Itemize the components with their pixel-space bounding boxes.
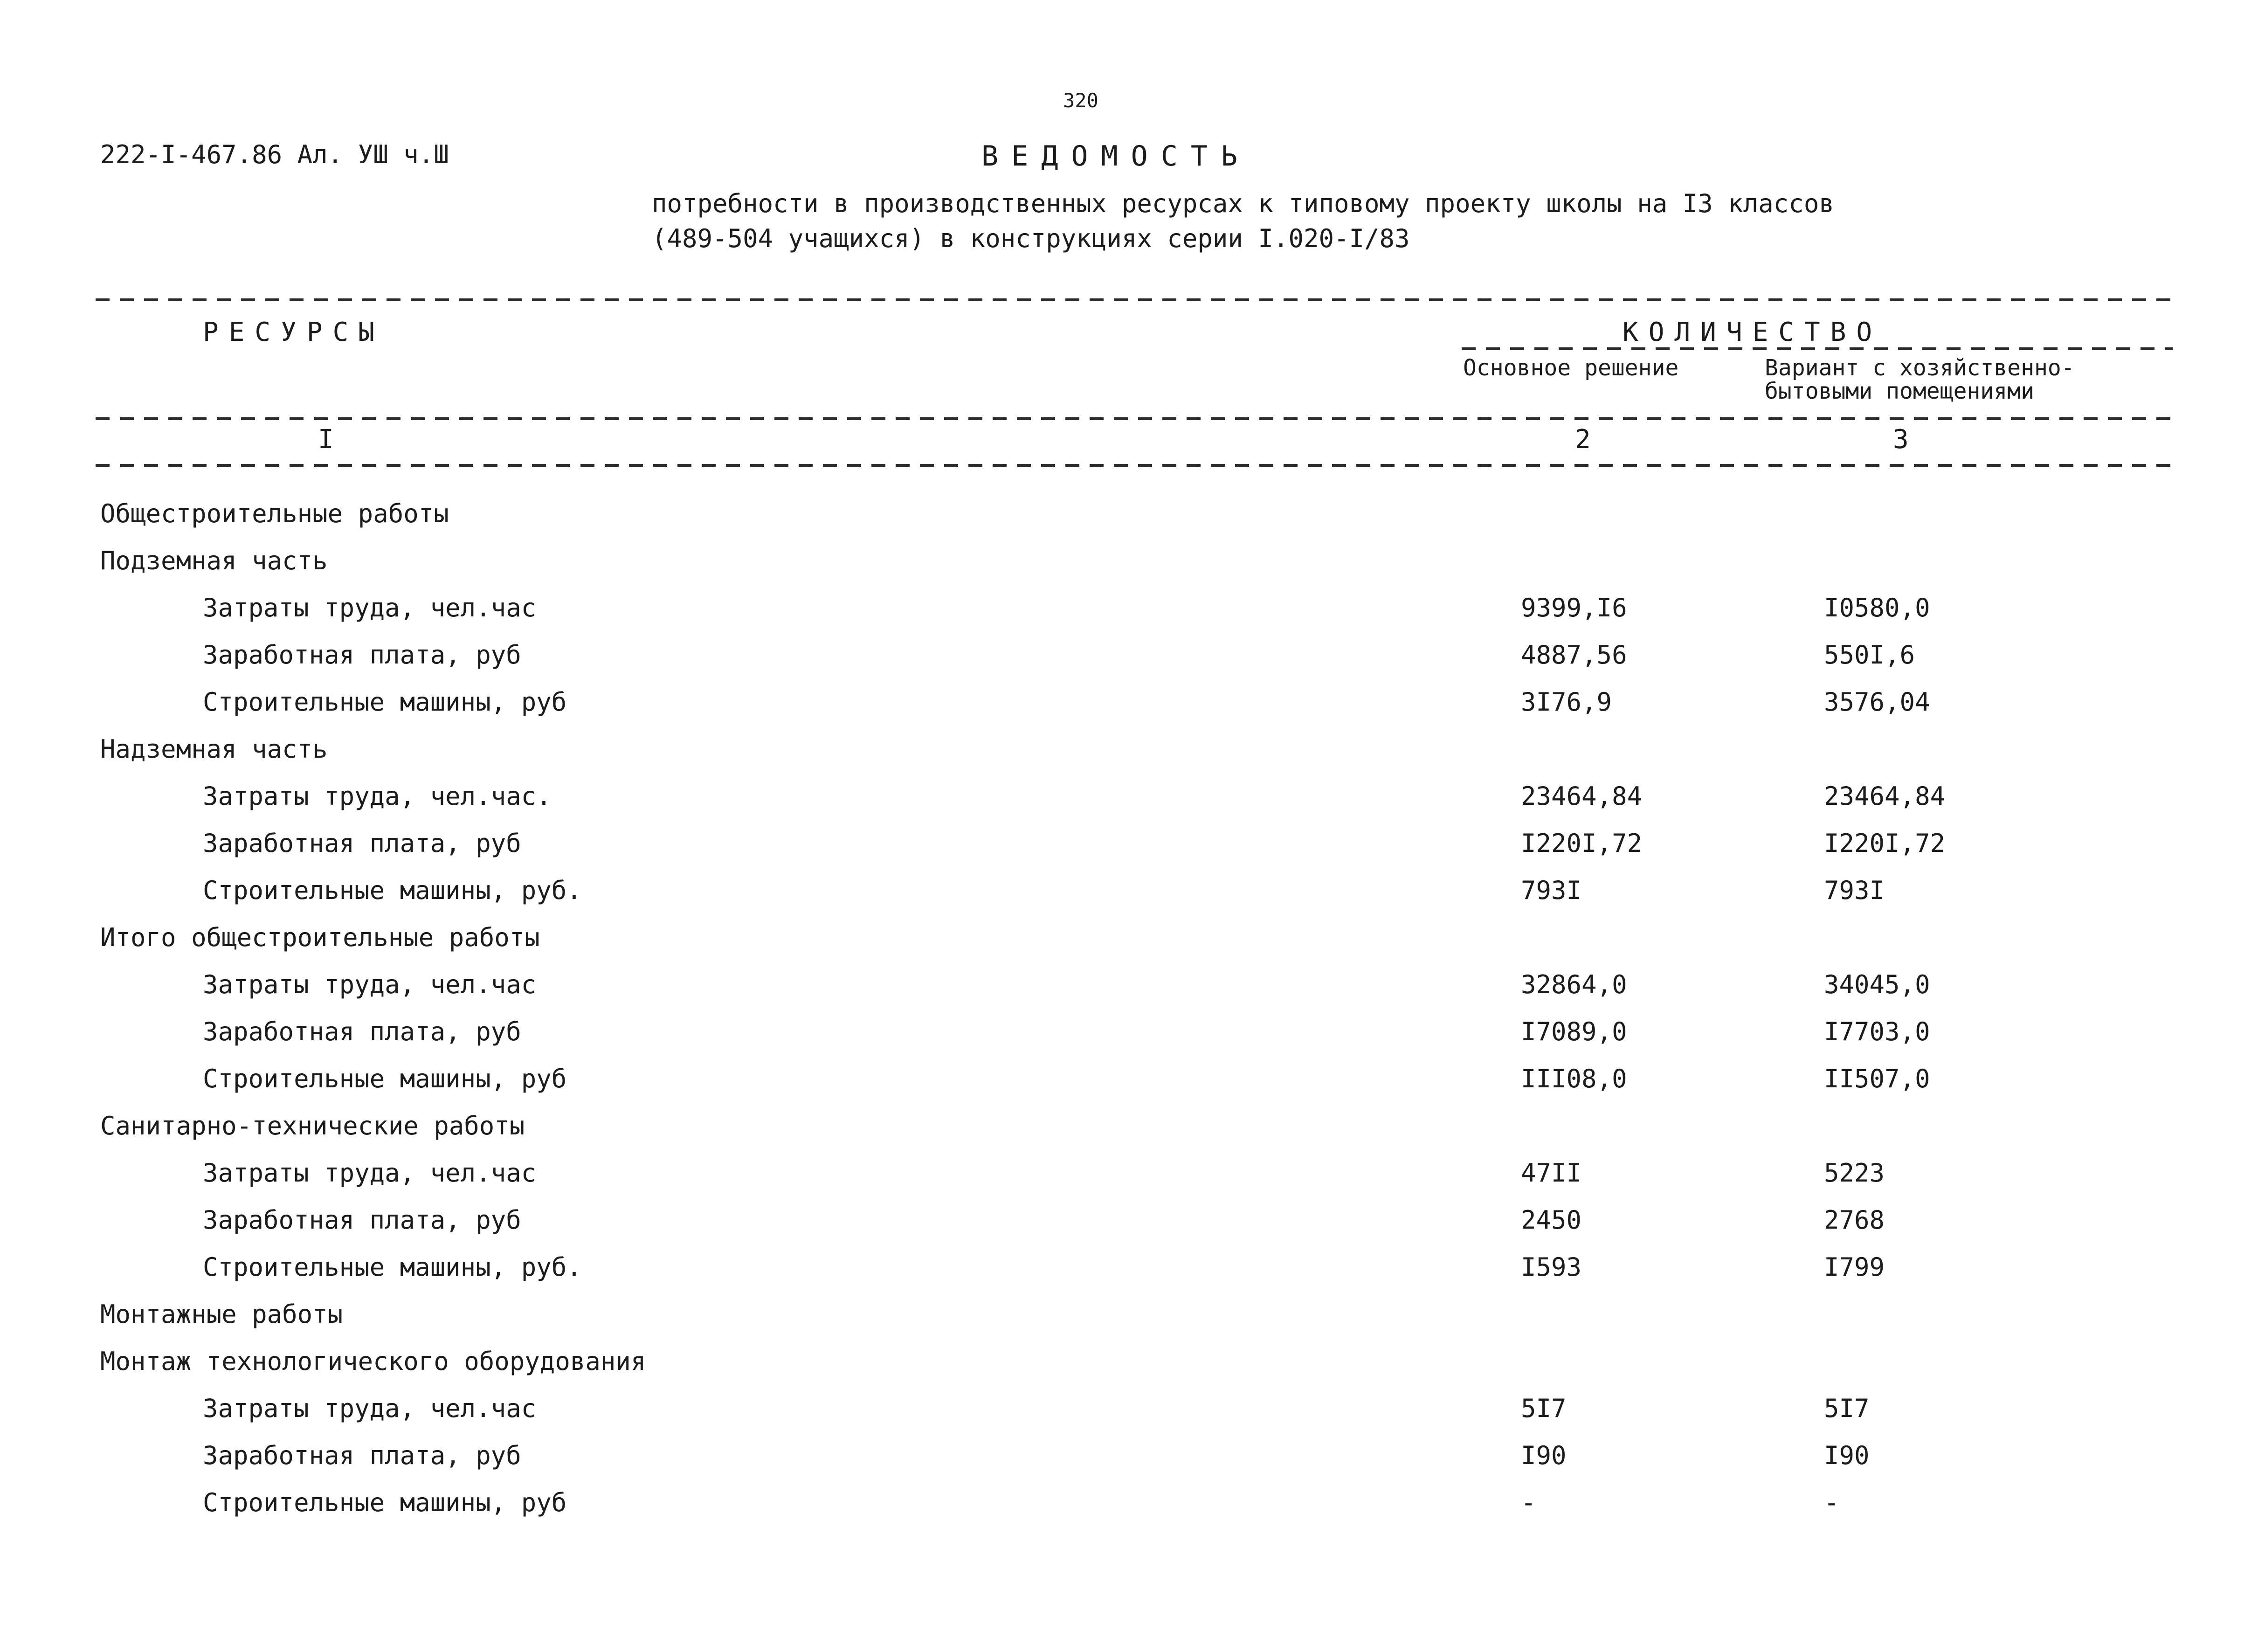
section-label: Надземная часть <box>100 734 328 764</box>
table-row <box>0 829 2258 875</box>
resource-label: Затраты труда, чел.час. <box>203 781 552 811</box>
section-row <box>0 734 2258 781</box>
resource-label: Заработная плата, руб <box>203 640 521 670</box>
header-resources: РЕСУРСЫ <box>203 317 385 347</box>
value-main-solution: 5I7 <box>1521 1394 1567 1423</box>
table-row <box>0 970 2258 1016</box>
value-variant: 23464,84 <box>1824 781 1946 811</box>
table-rule-numbers-bottom <box>96 464 2173 467</box>
header-quantity: КОЛИЧЕСТВО <box>1623 317 1883 347</box>
column-number-3: 3 <box>1893 424 1909 455</box>
value-variant: 5I7 <box>1824 1394 1870 1423</box>
value-main-solution: 9399,I6 <box>1521 593 1627 622</box>
table-row <box>0 1064 2258 1111</box>
section-row <box>0 546 2258 593</box>
header-col3-line2: бытовыми помещениями <box>1765 378 2034 404</box>
section-row <box>0 923 2258 969</box>
page-number: 320 <box>1063 89 1098 112</box>
value-variant: - <box>1824 1488 1839 1517</box>
value-variant: 2768 <box>1824 1205 1885 1235</box>
value-variant: 3576,04 <box>1824 687 1930 717</box>
value-main-solution: 3I76,9 <box>1521 687 1612 717</box>
value-variant: 34045,0 <box>1824 970 1930 999</box>
value-main-solution: 32864,0 <box>1521 970 1627 999</box>
value-variant: I7703,0 <box>1824 1017 1930 1046</box>
section-label: Санитарно-технические работы <box>100 1111 525 1141</box>
table-row <box>0 1394 2258 1440</box>
resource-label: Затраты труда, чел.час <box>203 1158 537 1188</box>
column-number-1: I <box>318 424 334 455</box>
resource-label: Затраты труда, чел.час <box>203 1394 537 1423</box>
value-main-solution: 4887,56 <box>1521 640 1627 670</box>
table-row <box>0 1488 2258 1534</box>
value-variant: 793I <box>1824 876 1885 905</box>
resource-label: Заработная плата, руб <box>203 1441 521 1470</box>
table-row <box>0 1205 2258 1252</box>
table-rule-top <box>96 298 2173 301</box>
header-col3-line1: Вариант с хозяйственно- <box>1765 355 2075 381</box>
value-variant: I220I,72 <box>1824 829 1946 858</box>
table-row <box>0 593 2258 640</box>
value-main-solution: 793I <box>1521 876 1582 905</box>
section-label: Общестроительные работы <box>100 499 449 528</box>
resource-label: Заработная плата, руб <box>203 829 521 858</box>
section-label: Монтажные работы <box>100 1299 343 1329</box>
section-label: Итого общестроительные работы <box>100 923 540 952</box>
value-variant: II507,0 <box>1824 1064 1930 1093</box>
table-row <box>0 1017 2258 1064</box>
document-title: ВЕДОМОСТЬ <box>981 140 1251 173</box>
section-row <box>0 1347 2258 1393</box>
table-row <box>0 1158 2258 1205</box>
value-main-solution: I7089,0 <box>1521 1017 1627 1046</box>
table-row <box>0 781 2258 828</box>
document-code: 222-I-467.86 Ал. УШ ч.Ш <box>100 140 449 169</box>
resource-label: Строительные машины, руб. <box>203 876 582 905</box>
table-row <box>0 1252 2258 1299</box>
resource-label: Строительные машины, руб <box>203 1488 567 1517</box>
section-label: Подземная часть <box>100 546 328 575</box>
value-main-solution: I90 <box>1521 1441 1567 1470</box>
value-main-solution: I593 <box>1521 1252 1582 1282</box>
value-main-solution: III08,0 <box>1521 1064 1627 1093</box>
header-col2: Основное решение <box>1463 355 1679 381</box>
value-main-solution: 47II <box>1521 1158 1582 1188</box>
table-row <box>0 876 2258 922</box>
subtitle-line-1: потребности в производственных ресурсах к типовому проекту школы на I3 классов <box>652 189 1834 218</box>
value-variant: I90 <box>1824 1441 1870 1470</box>
value-main-solution: - <box>1521 1488 1536 1517</box>
value-main-solution: 2450 <box>1521 1205 1582 1235</box>
section-row <box>0 1299 2258 1346</box>
value-variant: 5223 <box>1824 1158 1885 1188</box>
section-row <box>0 1111 2258 1158</box>
column-number-2: 2 <box>1575 424 1591 455</box>
table-row <box>0 1441 2258 1487</box>
value-main-solution: 23464,84 <box>1521 781 1643 811</box>
table-row <box>0 640 2258 687</box>
resource-label: Строительные машины, руб. <box>203 1252 582 1282</box>
value-main-solution: I220I,72 <box>1521 829 1643 858</box>
table-rule-header-bottom <box>96 417 2173 420</box>
subtitle-line-2: (489-504 учащихся) в конструкциях серии I.020-I/83 <box>652 224 1410 253</box>
value-variant: I799 <box>1824 1252 1885 1282</box>
section-row <box>0 499 2258 546</box>
header-quantity-rule <box>1462 347 2173 350</box>
section-label: Монтаж технологического оборудования <box>100 1347 646 1376</box>
resource-label: Заработная плата, руб <box>203 1205 521 1235</box>
resource-label: Заработная плата, руб <box>203 1017 521 1046</box>
resource-label: Строительные машины, руб <box>203 687 567 717</box>
resource-label: Затраты труда, чел.час <box>203 970 537 999</box>
value-variant: I0580,0 <box>1824 593 1930 622</box>
value-variant: 550I,6 <box>1824 640 1915 670</box>
table-row <box>0 687 2258 734</box>
resource-label: Строительные машины, руб <box>203 1064 567 1093</box>
resource-label: Затраты труда, чел.час <box>203 593 537 622</box>
